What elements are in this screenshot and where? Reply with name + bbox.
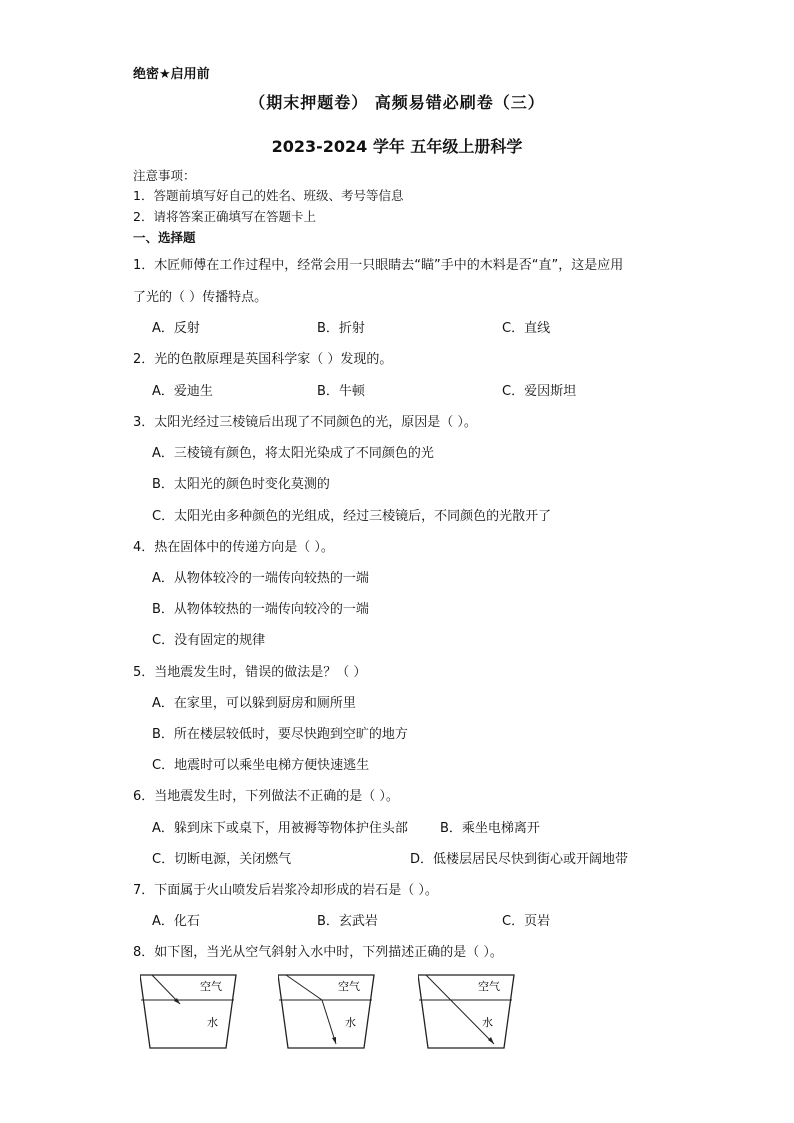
option-text: A．从物体较冷的一端传向较热的一端 <box>152 571 369 586</box>
option-text: C．太阳光由多种颜色的光组成，经过三棱镜后，不同颜色的光散开了 <box>152 509 552 524</box>
option-text: B．折射 <box>317 321 365 336</box>
question-stem: 8．如下图，当光从空气斜射入水中时，下列描述正确的是（ ）。 <box>133 945 503 960</box>
label-water: 水 <box>482 1016 493 1029</box>
option-text: C．切断电源，关闭燃气 <box>152 852 292 867</box>
question-stem: 2．光的色散原理是英国科学家（ ）发现的。 <box>133 352 393 367</box>
refraction-diagram-c <box>418 970 518 1052</box>
option-text: A．在家里，可以躲到厨房和厕所里 <box>152 696 356 711</box>
option-text: A．三棱镜有颜色，将太阳光染成了不同颜色的光 <box>152 446 434 461</box>
secret-label: 绝密★启用前 <box>133 67 210 82</box>
label-water: 水 <box>207 1016 218 1029</box>
question-stem: 7．下面属于火山喷发后岩浆冷却形成的岩石是（ ）。 <box>133 883 438 898</box>
option-text: C．没有固定的规律 <box>152 633 266 648</box>
question-stem: 5．当地震发生时，错误的做法是？（ ） <box>133 665 367 680</box>
label-air: 空气 <box>478 980 500 993</box>
option-text: B．玄武岩 <box>317 914 378 929</box>
question-stem: 1．木匠师傅在工作过程中，经常会用一只眼睛去“瞄”手中的木料是否“直”，这是应用 <box>133 258 624 273</box>
option-text: C．爱因斯坦 <box>502 384 577 399</box>
question-stem: 了光的（ ）传播特点。 <box>133 290 268 305</box>
option-text: A．反射 <box>152 321 200 336</box>
label-air: 空气 <box>338 980 360 993</box>
note-item: 2．请将答案正确填写在答题卡上 <box>133 209 316 224</box>
question-stem: 6．当地震发生时，下列做法不正确的是（ ）。 <box>133 789 399 804</box>
option-text: B．所在楼层较低时，要尽快跑到空旷的地方 <box>152 727 408 742</box>
option-text: C．页岩 <box>502 914 551 929</box>
question-stem: 4．热在固体中的传递方向是（ ）。 <box>133 540 334 555</box>
refraction-diagram-a <box>140 970 240 1052</box>
option-text: A．躲到床下或桌下，用被褥等物体护住头部 <box>152 821 408 836</box>
option-text: A．化石 <box>152 914 200 929</box>
option-text: B．从物体较热的一端传向较冷的一端 <box>152 602 369 617</box>
option-text: B．乘坐电梯离开 <box>440 821 540 836</box>
notes-heading: 注意事项： <box>133 168 196 183</box>
refraction-diagram-b <box>278 970 378 1052</box>
option-text: C．地震时可以乘坐电梯方便快速逃生 <box>152 758 370 773</box>
option-text: D．低楼层居民尽快到街心或开阔地带 <box>410 852 629 867</box>
option-text: A．爱迪生 <box>152 384 213 399</box>
section-heading: 一、选择题 <box>133 230 196 245</box>
option-text: C．直线 <box>502 321 551 336</box>
note-item: 1．答题前填写好自己的姓名、班级、考号等信息 <box>133 188 404 203</box>
option-text: B．牛顿 <box>317 384 365 399</box>
label-air: 空气 <box>200 980 222 993</box>
question-stem: 3．太阳光经过三棱镜后出现了不同颜色的光，原因是（ ）。 <box>133 415 477 430</box>
page-subtitle: 2023-2024 学年 五年级上册科学 <box>271 137 523 156</box>
page-title: （期末押题卷） 高频易错必刷卷（三） <box>249 93 545 112</box>
option-text: B．太阳光的颜色时变化莫测的 <box>152 477 330 492</box>
label-water: 水 <box>345 1016 356 1029</box>
